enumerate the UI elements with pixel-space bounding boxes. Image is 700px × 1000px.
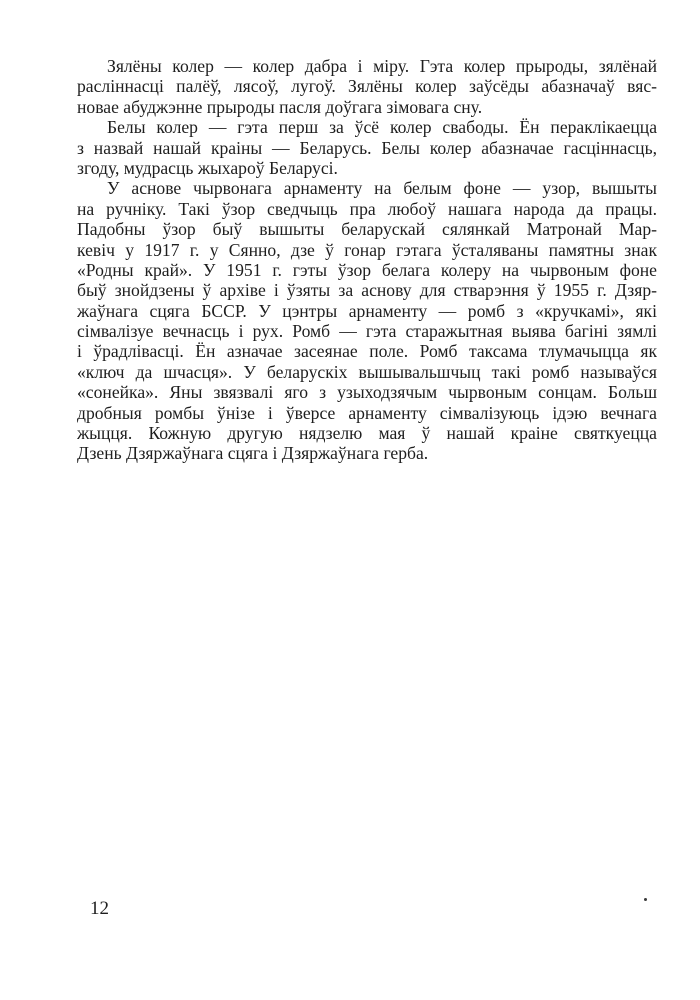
text-line: Зялёны колер — колер дабра і міру. Гэта колер прыроды, зялёнай — [107, 56, 657, 76]
text-line: «сонейка». Яны звязвалі яго з узыходзячым чырвоным сонцам. Больш — [77, 382, 657, 403]
text-line: кевіч у 1917 г. у Сянно, дзе ў гонар гэтага ўсталяваны памятны знак — [77, 239, 657, 260]
paragraph — [77, 56, 657, 117]
text-line: У аснове чырвонага арнаменту на белым фоне — узор, вышыты — [107, 178, 657, 199]
text-line: новае абуджэнне прыроды пасля доўгага зімовага сну. — [77, 96, 483, 117]
text-line: быў знойдзены ў архіве і ўзяты за аснову для стварэння ў 1955 г. Дзяр- — [77, 280, 657, 301]
text-line: Падобны ўзор быў вышыты беларускай сялянкай Матронай Мар- — [77, 219, 657, 240]
text-line: «Родны край». У 1951 г. гэты ўзор белага колеру на чырвоным фоне — [77, 259, 657, 280]
text-line: сімвалізуе вечнасць і рух. Ромб — гэта старажытная выява багіні зямлі — [77, 321, 657, 342]
text-line: згоду, мудрасць жыхароў Беларусі. — [77, 157, 338, 178]
text-line: расліннасці палёў, лясоў, лугоў. Зялёны колер заўсёды абазначаў вяс- — [77, 76, 657, 97]
text-line: дробныя ромбы ўнізе і ўверсе арнаменту сімвалізуюць ідэю вечнага — [77, 402, 657, 423]
text-line: жыцця. Кожную другую нядзелю мая ў нашай краіне святкуецца — [77, 423, 657, 444]
paragraph — [77, 178, 657, 463]
text-line: на ручніку. Такі ўзор сведчыць пра любоў нашага народа да працы. — [77, 198, 657, 219]
page-number: 12 — [90, 898, 109, 919]
ink-speck — [644, 898, 647, 901]
text-line: Дзень Дзяржаўнага сцяга і Дзяржаўнага герба. — [77, 443, 429, 464]
text-line: жаўнага сцяга БССР. У цэнтры арнаменту — ромб з «кручкамі», які — [77, 300, 657, 321]
body-text — [77, 56, 657, 464]
text-line: Белы колер — гэта перш за ўсё колер свабоды. Ён пераклікаецца — [107, 117, 657, 138]
text-line: і ўрадлівасці. Ён азначае засеянае поле. Ромб таксама тлумачыцца як — [77, 341, 657, 362]
text-line: з назвай нашай краіны — Беларусь. Белы колер абазначае гасціннасць, — [77, 137, 657, 158]
text-line: «ключ да шчасця». У беларускіх вышывальшчыц такі ромб называўся — [77, 361, 657, 382]
paragraph — [77, 117, 657, 178]
